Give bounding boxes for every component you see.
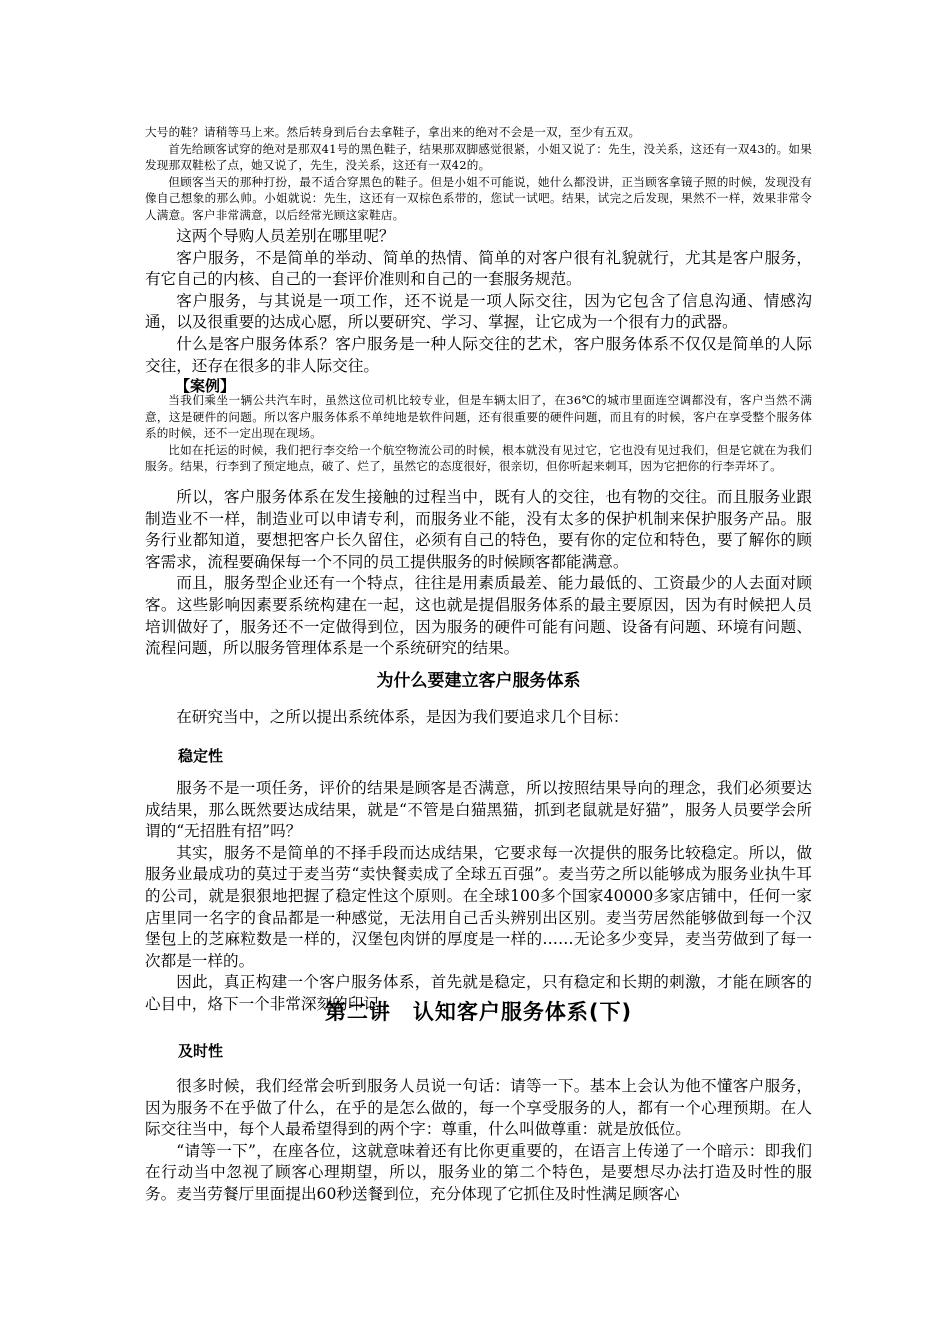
story-paragraph: 首先给顾客试穿的绝对是那双41号的黑色鞋子，结果那双脚感觉很紧，小姐又说了：先生，没关系，这还有一双43的。如果发现那双鞋松了点，她又说了，先生，没关系，这还有一双42的。 [145,141,812,172]
case-paragraph: 比如在托运的时候，我们把行李交给一个航空物流公司的时候，根本就没有见过它，它也没有见过我们，但是它就在为我们服务。结果，行李到了预定地点，破了、烂了，虽然它的态度很好，很亲切，但你听起来刺耳，因为它把你的行李弄坏了。 [145,442,812,473]
stability-text-block [145,778,812,1016]
body-paragraph: 这两个导购人员差别在哪里呢？ [176,227,395,245]
body-paragraph: 客户服务，不是简单的举动、简单的热情、简单的对客户很有礼貌就行，尤其是客户服务，有它自己的内核、自己的一套评价准则和自己的一套服务规范。 [145,248,812,289]
body-paragraph: 客户服务，与其说是一项工作，还不说是一项人际交往，因为它包含了信息沟通、情感沟通，以及很重要的达成心愿，所以要研究、学习、掌握，让它成为一个很有力的武器。 [145,291,812,332]
case-paragraph: 当我们乘坐一辆公共汽车时，虽然这位司机比较专业，但是车辆太旧了，在36℃的城市里面连空调都没有，客户当然不满意，这是硬件的问题。所以客户服务体系不单纯地是软件问题，还有很重要的硬件问题，而且有的时候，客户在享受整个服务体系的时候，还不一定出现在现场。 [145,393,812,440]
case-text-block [145,392,812,475]
story-paragraph: 大号的鞋？请稍等马上来。然后转身到后台去拿鞋子，拿出来的绝对不会是一双，至少有五双。 [145,125,641,139]
body-paragraph: 什么是客户服务体系？客户服务是一种人际交往的艺术，客户服务体系不仅仅是简单的人际交往，还存在很多的非人际交往。 [145,334,812,375]
body-paragraph: 而且，服务型企业还有一个特点，往往是用素质最差、能力最低的、工资最少的人去面对顾客。这些影响因素要系统构建在一起，这也就是提倡服务体系的最主要原因，因为有时候把人员培训做好了，服务还不一定做得到位，因为服务的硬件可能有问题、设备有问题、环境有问题、流程问题，所以服务管理体系是一个系统研究的结果。 [145,574,812,658]
body-paragraph: “请等一下”，在座各位，这就意味着还有比你更重要的，在语言上传递了一个暗示：即我们在行动当中忽视了顾客心理期望，所以，服务业的第二个特色，是要想尽办法打造及时性的服务。麦当劳餐厅里面提出60秒送餐到位，充分体现了它抓住及时性满足顾客心 [145,1141,812,1203]
timeliness-text-block [145,1076,812,1206]
section-intro-block [145,707,812,729]
case-label: 【案例】 [175,377,236,395]
timeliness-heading: 及时性 [178,1042,224,1060]
intro-text-block [145,226,812,377]
body-paragraph: 因此，真正构建一个客户服务体系，首先就是稳定，只有稳定和长期的刺激，才能在顾客的心目中，烙下一个非常深刻的印记。 [145,973,812,1013]
body-paragraph: 其实，服务不是简单的不择手段而达成结果，它要求每一次提供的服务比较稳定。所以，做服务业最成功的莫过于麦当劳“卖快餐卖成了全球五百强”。麦当劳之所以能够成为服务业执牛耳的公司，就是狠狠地把握了稳定性这个原则。在全球100多个国家40000多家店铺中，任何一家店里同一名字的食品都是一种感觉，无法用自己舌头辨别出区别。麦当劳居然能够做到每一个汉堡包上的芝麻粒数是一样的，汉堡包肉饼的厚度是一样的……无论多少变异，麦当劳做到了每一次都是一样的。 [145,843,812,970]
body-paragraph: 在研究当中，之所以提出系统体系，是因为我们要追求几个目标： [176,708,629,726]
story-paragraph: 但顾客当天的那种打扮，最不适合穿黑色的鞋子。但是小姐不可能说，她什么都没讲，正当顾客拿镜子照的时候，发现没有像自己想象的那么帅。小姐就说：先生，这还有一双棕色系带的，您试一试吧。结果，试完之后发现，果然不一样，效果非常令人满意。客户非常满意，以后经常光顾这家鞋店。 [145,174,812,222]
lecture-title: 第二讲 认知客户服务体系(下) [324,1000,633,1024]
body-paragraph: 服务不是一项任务，评价的结果是顾客是否满意，所以按照结果导向的理念，我们必须要达成结果，那么既然要达成结果，就是“不管是白猫黑猫，抓到老鼠就是好猫”，服务人员要学会所谓的“无招胜有招”吗？ [145,779,812,841]
section-title: 为什么要建立客户服务体系 [376,671,581,691]
story-text-block [145,124,812,223]
after-case-text-block [145,487,812,660]
body-paragraph: 所以，客户服务体系在发生接触的过程当中，既有人的交往，也有物的交往。而且服务业跟制造业不一样，制造业可以申请专利，而服务业不能，没有太多的保护机制来保护服务产品。服务行业都知道，要想把客户长久留住，必须有自己的特色，要有你的定位和特色，要了解你的顾客需求，流程要确保每一个不同的员工提供服务的时候顾客都能满意。 [145,488,812,571]
body-paragraph: 很多时候，我们经常会听到服务人员说一句话：请等一下。基本上会认为他不懂客户服务，因为服务不在乎做了什么，在乎的是怎么做的，每一个享受服务的人，都有一个心理预期。在人际交往当中，每个人最希望得到的两个字：尊重，什么叫做尊重：就是放低位。 [145,1077,812,1139]
stability-heading: 稳定性 [178,747,224,765]
